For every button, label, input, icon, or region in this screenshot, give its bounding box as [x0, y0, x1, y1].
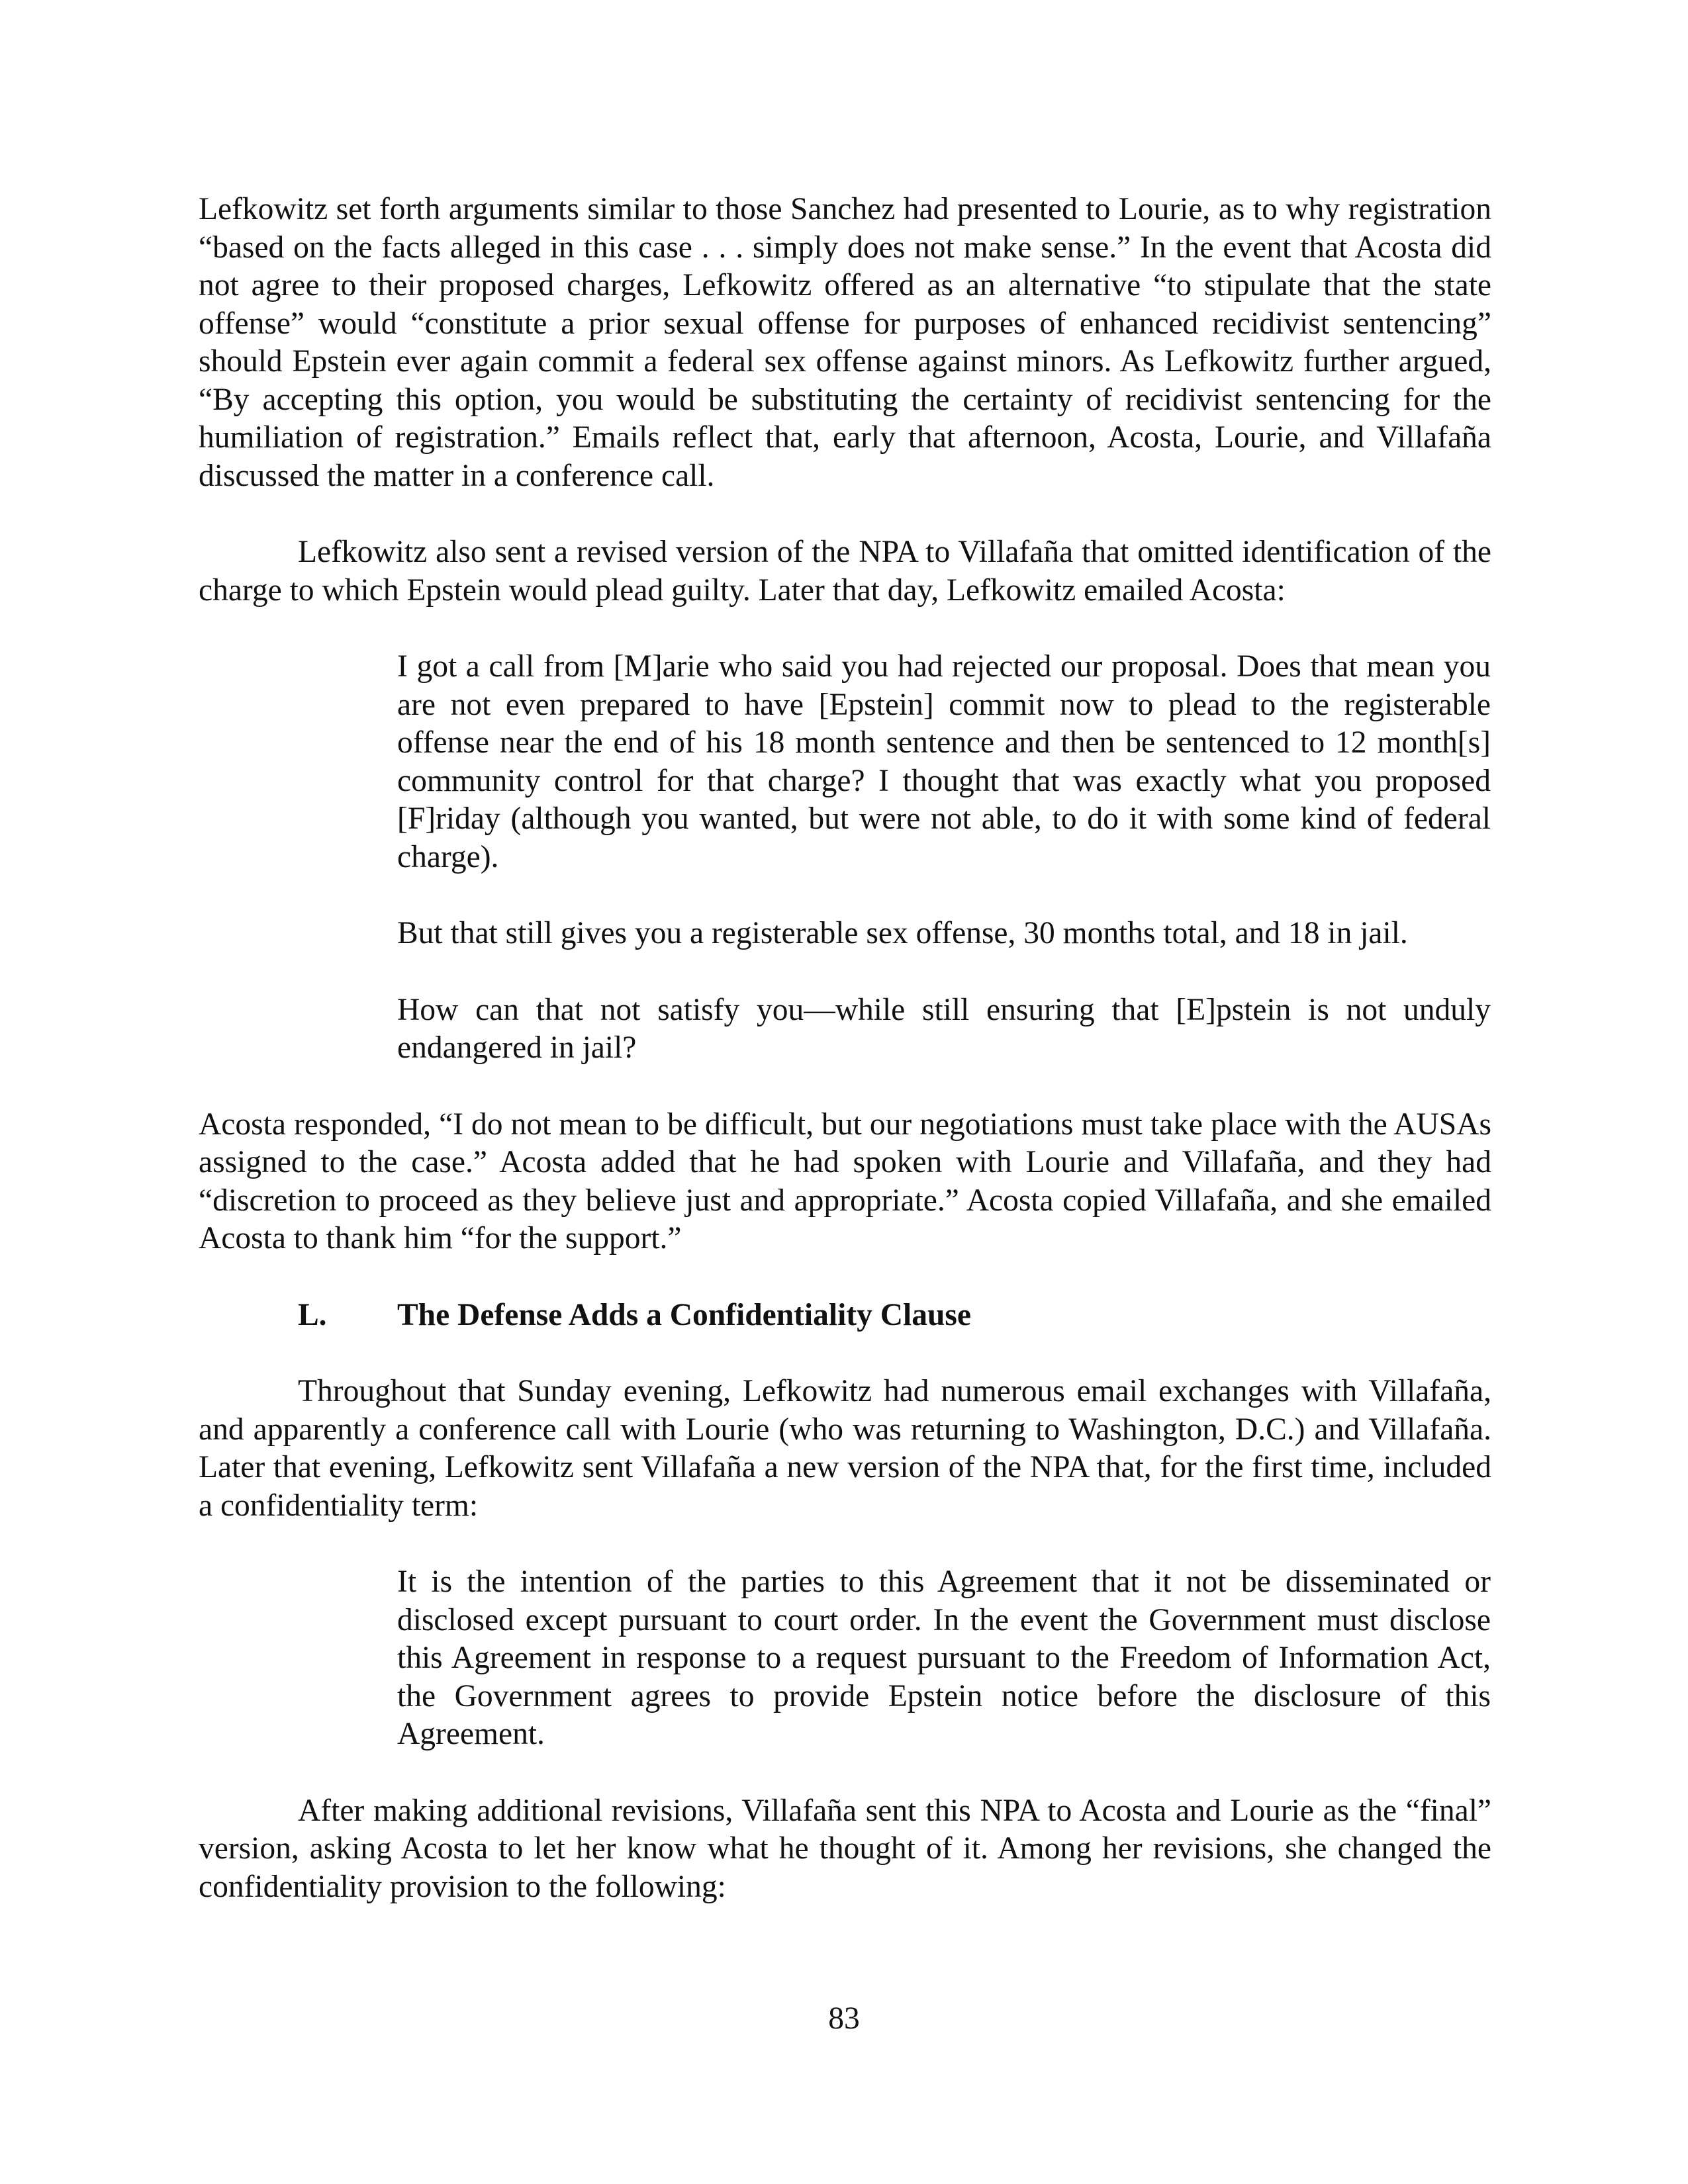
- block-quote-4: It is the intention of the parties to this Agreement that it not be disseminated or disclosed except pursuant to court order. In the event the Government must disclose this Agreement in response to a request pursuant to the Freedom of Information Act, the Government agrees to provide Epstein notice before the disclosure of this Agreement.: [397, 1565, 1491, 1751]
- block-quote-3: How can that not satisfy you—while still ensuring that [E]pstein is not unduly endangered in jail?: [397, 992, 1491, 1065]
- body-paragraph-3: Acosta responded, “I do not mean to be difficult, but our negotiations must take place with the AUSAs assigned to the case.” Acosta added that he had spoken with Lourie and Villafaña, and they had “discretion to proceed as they believe just and appropriate.” Acosta copied Villafaña, and she emailed Acosta to thank him “for the support.”: [199, 1107, 1491, 1255]
- block-quote-2: But that still gives you a registerable sex offense, 30 months total, and 18 in jail.: [397, 916, 1408, 950]
- body-paragraph-1: Lefkowitz set forth arguments similar to those Sanchez had presented to Lourie, as to why registration “based on the facts alleged in this case . . . simply does not make sense.” In the event that Acosta did not agree to their proposed charges, Lefkowitz offered as an alternative “to stipulate that the state offense” would “constitute a prior sexual offense for purposes of enhanced recidivist sentencing” should Epstein ever again commit a federal sex offense against minors. As Lefkowitz further argued, “By accepting this option, you would be substituting the certainty of recidivist sentencing for the humiliation of registration.” Emails reflect that, early that afternoon, Acosta, Lourie, and Villafaña discussed the matter in a conference call.: [199, 192, 1491, 493]
- section-title: The Defense Adds a Confidentiality Clause: [397, 1297, 971, 1332]
- page-number: 83: [828, 2001, 860, 2036]
- body-paragraph-4: Throughout that Sunday evening, Lefkowitz had numerous email exchanges with Villafaña, and apparently a conference call with Lourie (who was returning to Washington, D.C.) and Villafaña. Later that evening, Lefkowitz sent Villafaña a new version of the NPA that, for the first time, included a confidentiality term:: [199, 1374, 1491, 1523]
- section-heading: [199, 1297, 1491, 1335]
- section-letter: L.: [298, 1297, 327, 1332]
- block-quote-1: I got a call from [M]arie who said you had rejected our proposal. Does that mean you are not even prepared to have [Epstein] commit now to plead to the registerable offense near the end of his 18 month sentence and then be sentenced to 12 month[s] community control for that charge? I thought that was exactly what you proposed [F]riday (although you wanted, but were not able, to do it with some kind of federal charge).: [397, 649, 1491, 874]
- body-paragraph-5: After making additional revisions, Villafaña sent this NPA to Acosta and Lourie as the “final” version, asking Acosta to let her know what he thought of it. Among her revisions, she changed the confidentiality provision to the following:: [199, 1793, 1491, 1904]
- body-paragraph-2: Lefkowitz also sent a revised version of the NPA to Villafaña that omitted identification of the charge to which Epstein would plead guilty. Later that day, Lefkowitz emailed Acosta:: [199, 535, 1491, 608]
- document-page: [199, 191, 1491, 1906]
